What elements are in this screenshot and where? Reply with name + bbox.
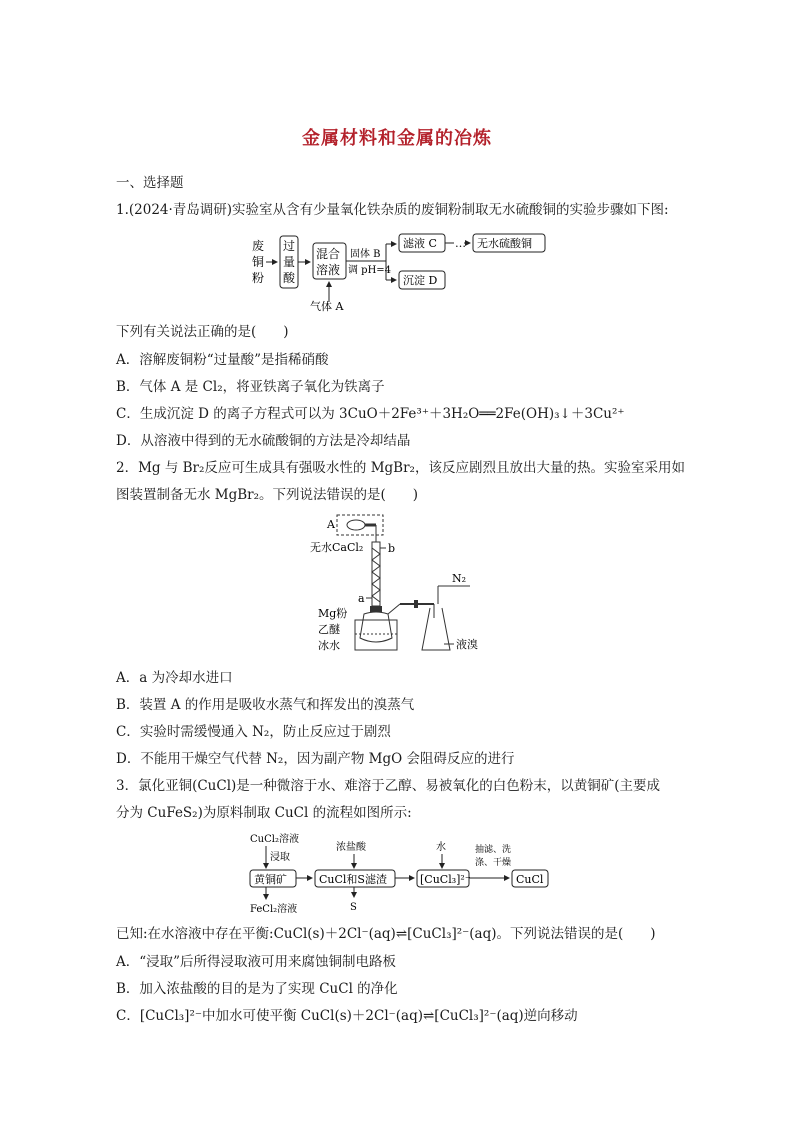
q1-stem: 1.(2024·青岛调研)实验室从含有少量氧化铁杂质的废铜粉制取无水硫酸铜的实验步骤如下图: [116,202,669,218]
q3-flow-diagram [244,830,556,916]
q2-option-b: B．装置 A 的作用是吸收水蒸气和挥发出的溴蒸气 [116,697,415,713]
q2-apparatus-diagram [300,512,500,660]
flow3-cucl2: CuCl₂溶液 [250,834,299,845]
label-n2: N₂ [452,572,467,585]
flow3-final: CuCl [516,873,544,886]
q3-stem-2: 分为 CuFeS₂)为原料制取 CuCl 的流程如图所示: [116,805,412,821]
flow3-steps-2: 涤、干燥 [475,858,512,868]
flow-filtrate: 滤液 C [403,237,437,250]
flow-precip: 沉淀 D [403,274,438,287]
q2-option-a: A．a 为冷却水进口 [116,670,233,686]
flow3-mid: CuCl和S滤渣 [319,873,387,886]
section-heading: 一、选择题 [116,175,184,191]
q1-option-b: B．气体 A 是 Cl₂，将亚铁离子氧化为铁离子 [116,379,385,395]
label-br: 液溴 [456,638,478,651]
label-b: b [388,542,396,555]
label-a: a [358,592,365,605]
q3-option-a: A．“浸取”后所得浸取液可用来腐蚀铜制电路板 [116,954,397,970]
page-title: 金属材料和金属的冶炼 [302,128,492,149]
q3-option-b: B．加入浓盐酸的目的是为了实现 CuCl 的净化 [116,981,398,997]
flow-ph: 调 pH=4 [348,265,392,276]
q3-stem-1: 3．氯化亚铜(CuCl)是一种微溶于水、难溶于乙醇、易被氧化的白色粉末，以黄铜矿(主要成 [116,778,661,794]
flow-acid-3: 酸 [283,271,296,285]
q2-stem-1: 2．Mg 与 Br₂反应可生成具有强吸水性的 MgBr₂，该反应剧烈且放出大量的热。实验室采用如 [116,460,685,476]
flow3-ore: 黄铜矿 [254,873,287,886]
flow-product: 无水硫酸铜 [477,237,532,250]
q1-option-d: D．从溶液中得到的无水硫酸铜的方法是冷却结晶 [116,433,411,449]
q3-option-c: C．[CuCl₃]²⁻中加水可使平衡 CuCl(s)＋2Cl⁻(aq)⇌[CuCl₃]²⁻(aq)逆向移动 [116,1008,578,1024]
q1-ask: 下列有关说法正确的是( ) [116,324,289,340]
flow-gas: 气体 A [310,300,344,312]
flow3-hcl: 浓盐酸 [336,842,366,853]
flow-acid-1: 过 [283,239,296,253]
flow3-complex: [CuCl₃]²⁻ [420,873,471,886]
q1-option-a: A．溶解废铜粉“过量酸”是指稀硝酸 [116,352,329,368]
flow-dots: … [455,237,466,250]
flow-acid-2: 量 [283,255,296,269]
q2-option-d: D．不能用干燥空气代替 N₂，因为副产物 MgO 会阻碍反应的进行 [116,751,515,767]
q1-flow-diagram [244,232,554,312]
flow-mix-2: 溶液 [316,263,341,277]
flow3-steps-1: 抽滤、洗 [475,845,512,855]
flow-start-1: 废 [252,239,265,253]
flow3-leach: 浸取 [270,852,290,863]
flow-start-3: 粉 [252,271,265,285]
flow-mix-1: 混合 [316,247,341,261]
flow3-fecl2: FeCl₂溶液 [250,904,298,915]
label-ether: 乙醚 [318,623,340,636]
q2-stem-2: 图装置制备无水 MgBr₂。下列说法错误的是( ) [116,487,419,503]
flow-solid: 固体 B [350,249,381,260]
flow-start-2: 铜 [252,255,265,269]
flow3-s: S [350,902,357,913]
flow3-water: 水 [436,842,446,853]
label-a-device: A [327,518,335,531]
label-mg: Mg粉 [318,607,348,620]
q2-option-c: C．实验时需缓慢通入 N₂，防止反应过于剧烈 [116,724,391,740]
label-ice: 冰水 [318,639,340,652]
q3-known: 已知:在水溶液中存在平衡:CuCl(s)＋2Cl⁻(aq)⇌[CuCl₃]²⁻(aq)。下列说法错误的是( ) [116,926,656,942]
label-cacl2: 无水CaCl₂ [310,541,364,554]
q1-option-c: C．生成沉淀 D 的离子方程式可以为 3CuO＋2Fe³⁺＋3H₂O══2Fe(OH)₃↓＋3Cu²⁺ [116,406,625,422]
